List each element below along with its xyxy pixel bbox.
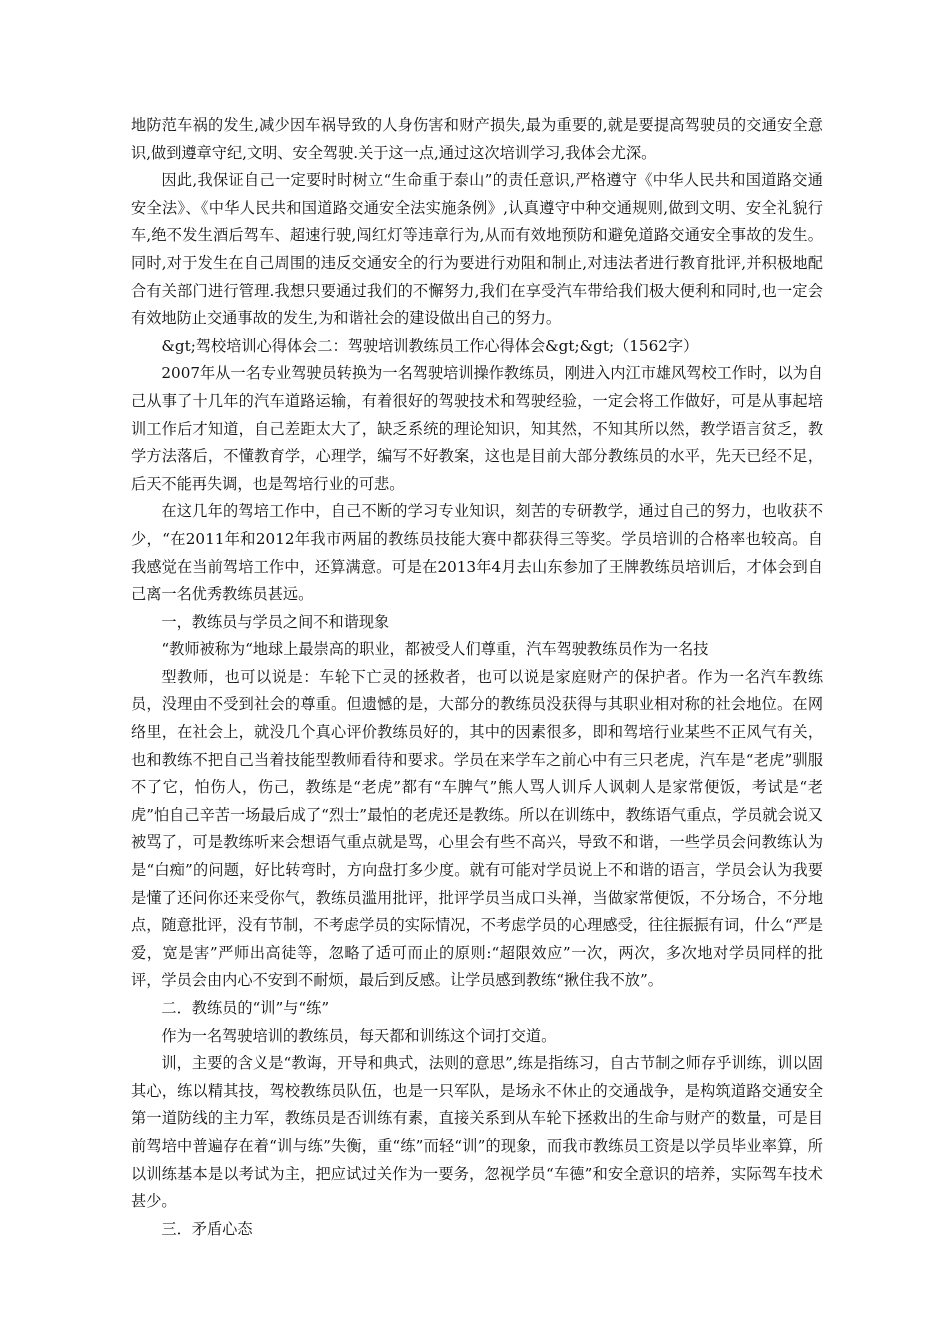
paragraph-teacher-quote: “教师被称为“地球上最崇高的职业，都被受人们尊重，汽车驾驶教练员作为一名技 [161,640,709,659]
heading-conflict-mentality: 三．矛盾心态 [161,1219,253,1238]
paragraph-career-start: 2007年从一名专业驾驶员转换为一名驾驶培训操作教练员，刚进入内江市雄风驾校工作时，以为自己从事了十几年的汽车道路运输，有着很好的驾驶技术和驾驶经验，一定会将工作做好，可是从事起培训工作后才知道，自己差距太大了，缺乏系统的理论知识，知其然，不知其所以然，教学语言贫乏，教学方法落后，不懂教育学，心理学，编写不好教案，这也是目前大部分教练员的水平，先天已经不足，后天不能再失调，也是驾培行业的可悲。 [131,364,823,493]
paragraph-training-detail: 训，主要的含义是“教诲，开导和典式，法则的意思”,练是指练习，自古节制之师存乎训练，训以固其心，练以精其技，驾校教练员队伍，也是一只军队，是场永不休止的交通战争，是构筑道路交通安全第一道防线的主力军，教练员是否训练有素，直接关系到从车轮下拯救出的生命与财产的数量，可是目前驾培中普遍存在着“训与练”失衡，重“练”而轻“训”的现象，而我市教练员工资是以学员毕业率算，所以训练基本是以考试为主，把应试过关作为一要务，忽视学员“车德”和安全意识的培养，实际驾车技术甚少。 [131,1054,823,1211]
paragraph-progress: 在这几年的驾培工作中，自己不断的学习专业知识，刻苦的专研教学，通过自己的努力，也收获不少，“在2011年和2012年我市两届的教练员技能大赛中都获得三等奖。学员培训的合格率也较高。自我感觉在当前驾培工作中，还算满意。可是在2013年4月去山东参加了王牌教练员培训后，才体会到自己离一名优秀教练员甚远。 [131,502,823,604]
paragraph-training-intro: 作为一名驾驶培训的教练员，每天都和训练这个词打交道。 [161,1026,557,1045]
paragraph-intro-continued: 地防范车祸的发生,减少因车祸导致的人身伤害和财产损失,最为重要的,就是要提高驾驶员的交通安全意识,做到遵章守纪,文明、安全驾驶.关于这一点,通过这次培训学习,我体会尤深。 [131,116,823,162]
heading-training: 二．教练员的“训”与“练” [161,999,330,1017]
heading-disharmony: 一，教练员与学员之间不和谐现象 [161,612,390,631]
paragraph-safety-pledge: 因此,我保证自己一定要时时树立“生命重于泰山”的责任意识,严格遵守《中华人民共和国道路交通安全法》、《中华人民共和国道路交通安全法实施条例》,认真遵守中种交通规则,做到文明、安全礼貌行车,绝不发生酒后驾车、超速行驶,闯红灯等违章行为,从而有效地预防和避免道路交通安全事故的发生。同时,对于发生在自己周围的违反交通安全的行为要进行劝阻和制止,对违法者进行教育批评,并积极地配合有关部门进行管理.我想只要通过我们的不懈努力,我们在享受汽车带给我们极大便利和同时,也一定会有效地防止交通事故的发生,为和谐社会的建设做出自己的努力。 [131,171,823,328]
document-page [131,112,823,1243]
paragraph-disharmony-detail: 型教师，也可以说是：车轮下亡灵的拯救者，也可以说是家庭财产的保护者。作为一名汽车教练员，没理由不受到社会的尊重。但遗憾的是，大部分的教练员没获得与其职业相对称的社会地位。在网络里，在社会上，就没几个真心评价教练员好的，其中的因素很多，即和驾培行业某些不正风气有关，也和教练不把自己当着技能型教师看待和要求。学员在来学车之前心中有三只老虎，汽车是“老虎”驯服不了它，怕伤人，伤己，教练是“老虎”都有“车脾气”熊人骂人训斥人讽刺人是家常便饭，考试是“老虎”怕自己辛苦一场最后成了“烈士”最怕的老虎还是教练。所以在训练中，教练语气重点，学员就会说又被骂了，可是教练听来会想语气重点就是骂，心里会有些不高兴，导致不和谐，一些学员会问教练认为是“白痴”的问题，好比转弯时，方向盘打多少度。就有可能对学员说上不和谐的语言，学员会认为我要是懂了还问你还来受你气，教练员滥用批评，批评学员当成口头禅，当做家常便饭，不分场合，不分地点，随意批评，没有节制，不考虑学员的实际情况，不考虑学员的心理感受，往往振振有词，什么“严是爱，宽是害”严师出高徒等，忽略了适可而止的原则:“超限效应”一次，两次，多次地对学员同样的批评，学员会由内心不安到不耐烦，最后到反感。让学员感到教练“揪住我不放”。 [131,667,823,990]
section-title-experience-two: &gt;驾校培训心得体会二：驾驶培训教练员工作心得体会&gt;&gt;（1562字） [161,336,699,355]
